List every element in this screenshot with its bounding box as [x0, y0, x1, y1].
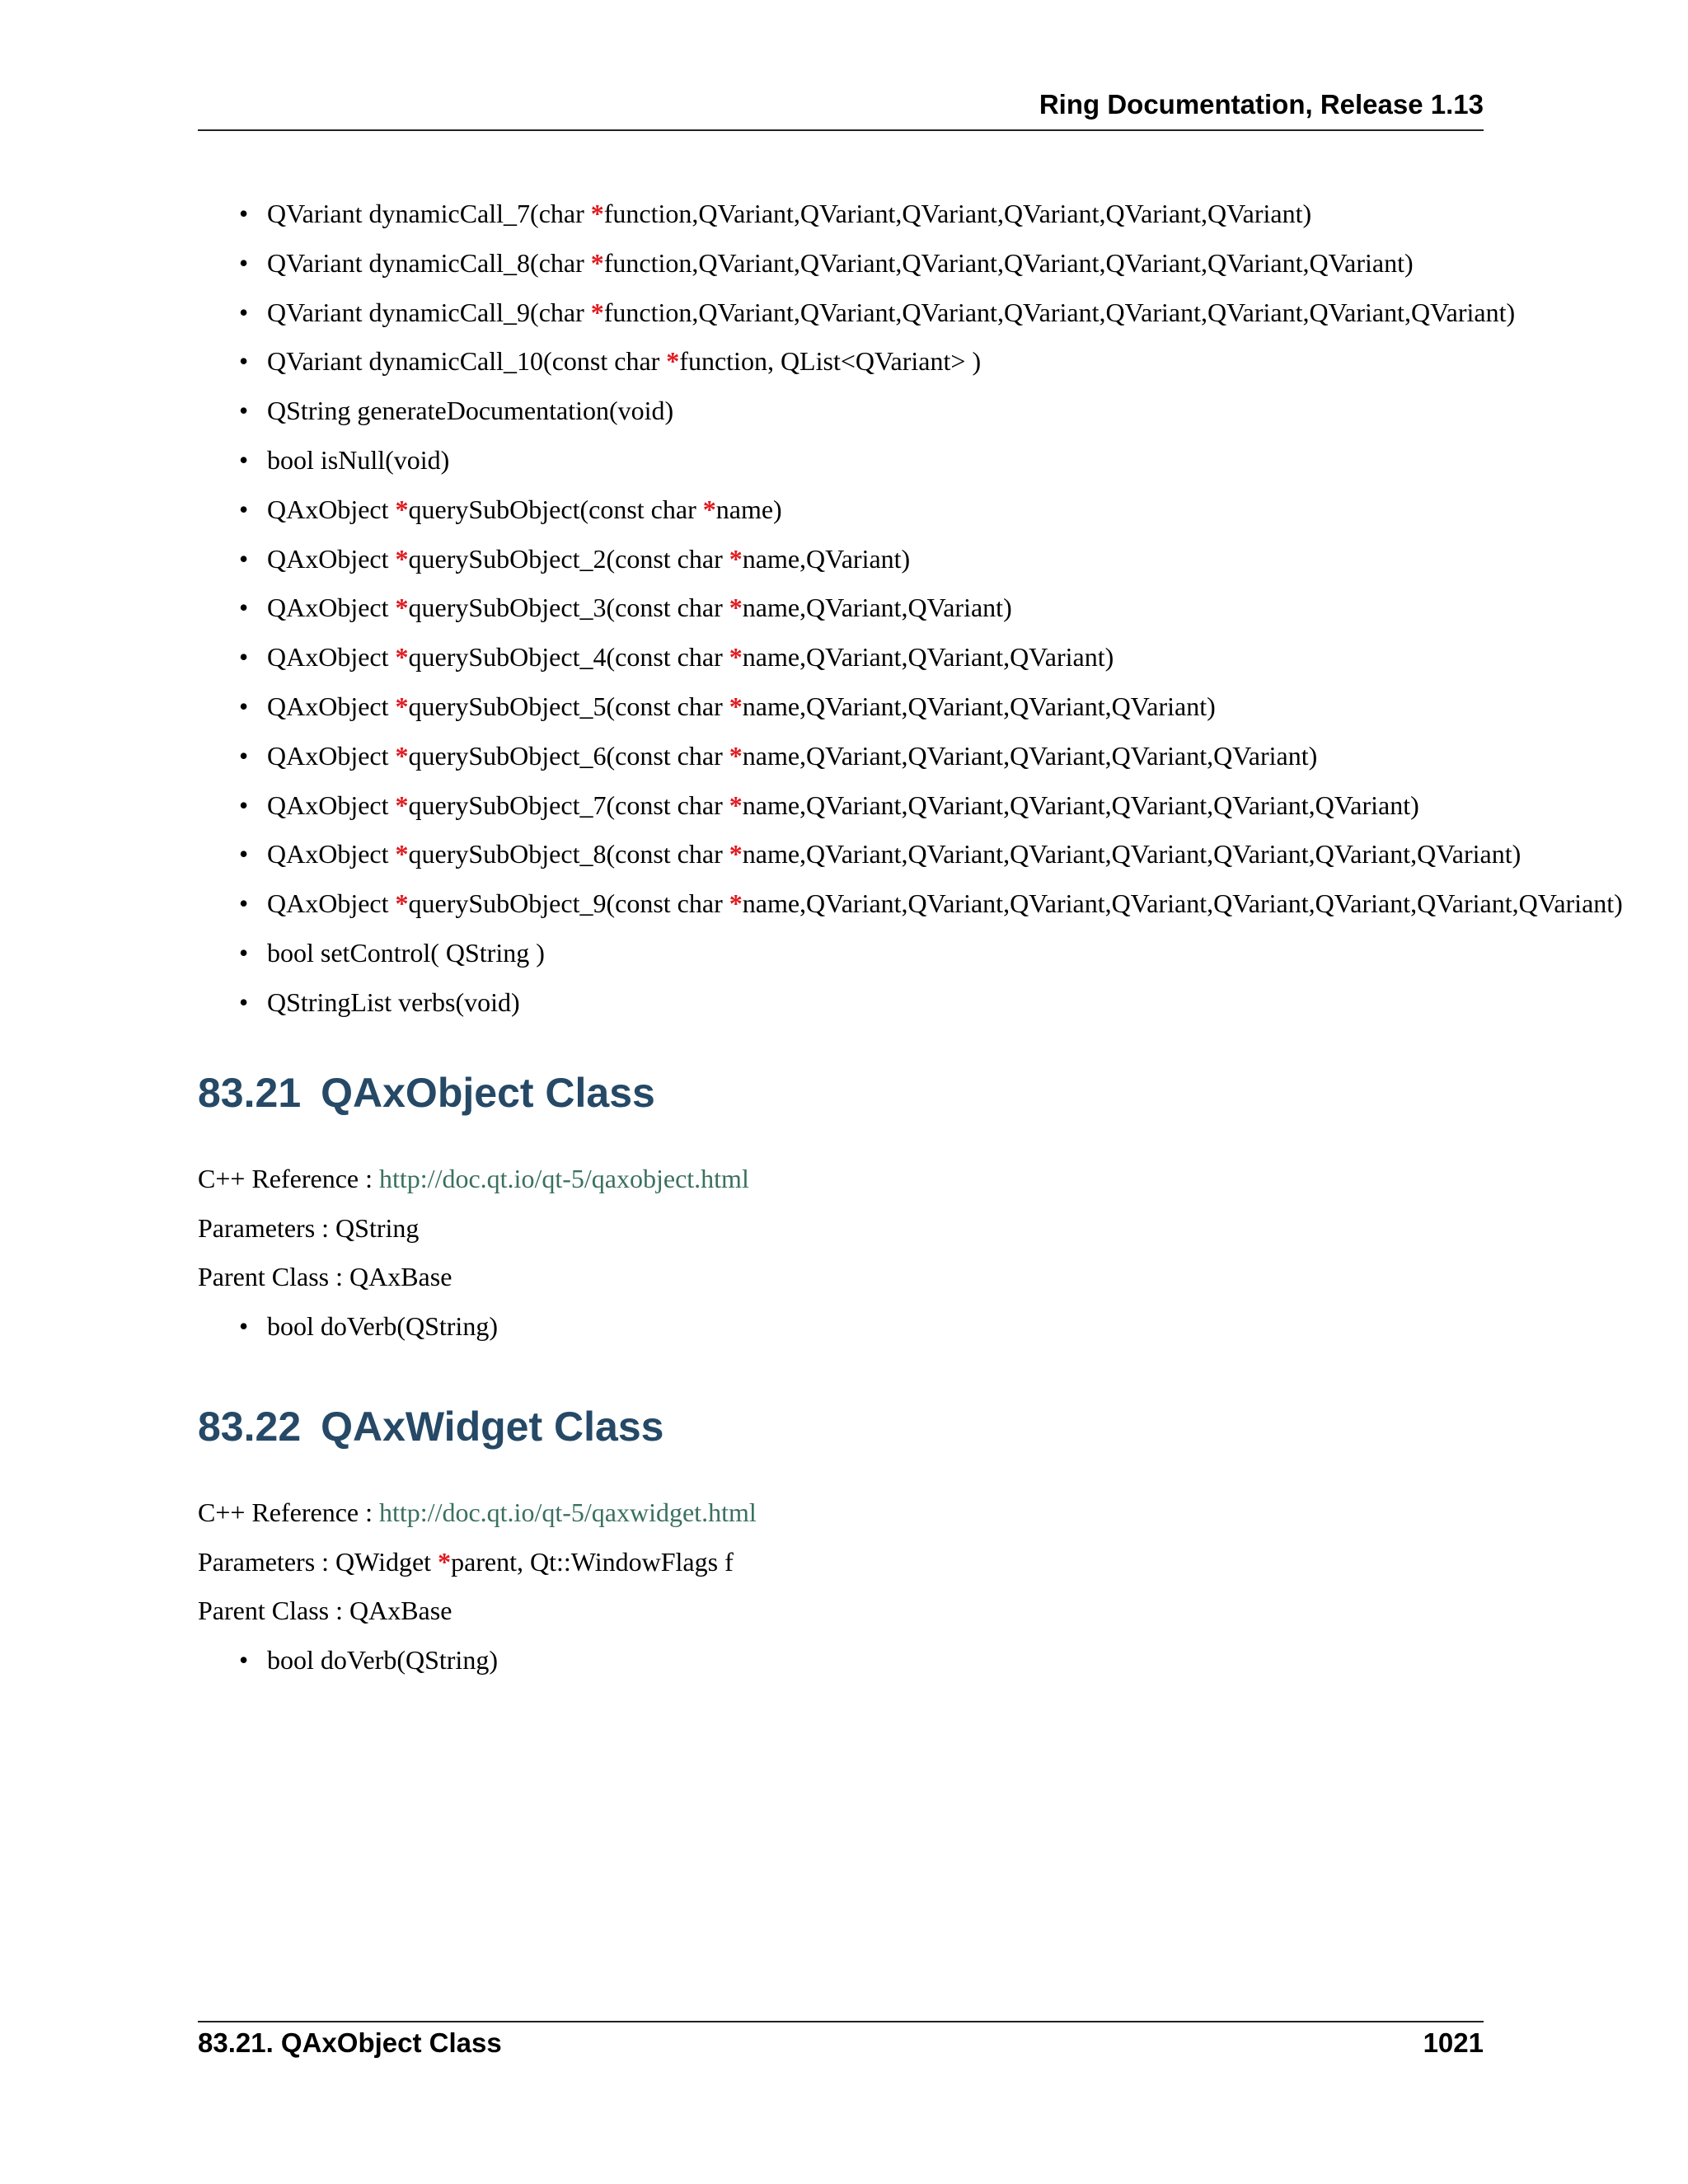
reference-link[interactable]: http://doc.qt.io/qt-5/qaxwidget.html [379, 1497, 757, 1527]
page-number: 1021 [1423, 2027, 1484, 2058]
list-item: • QAxObject *querySubObject_7(const char *name,QVariant,QVariant,QVariant,QVariant,QVariant,QVariant) [239, 786, 1673, 836]
bullet-icon: • [239, 543, 249, 574]
bullet-icon: • [239, 642, 249, 673]
section-number: 83.22 [198, 1404, 302, 1450]
header-divider [198, 129, 1484, 131]
list-item: • QAxObject *querySubObject_8(const char *name,QVariant,QVariant,QVariant,QVariant,QVariant,QVariant,QVariant) [239, 835, 1673, 884]
footer-divider [198, 2021, 1484, 2022]
bullet-icon: • [239, 839, 249, 869]
bullet-icon: • [239, 790, 249, 820]
list-item: • QAxObject *querySubObject_2(const char *name,QVariant) [239, 540, 1673, 589]
bullet-icon: • [239, 494, 249, 524]
list-item: • bool setControl( QString ) [239, 934, 1673, 983]
bullet-icon: • [239, 1311, 249, 1341]
parent-class-line: Parent Class : QAxBase [198, 1262, 452, 1291]
list-item: • QVariant dynamicCall_7(char *function,QVariant,QVariant,QVariant,QVariant,QVariant,QVariant) [239, 194, 1673, 244]
parent-class-line: Parent Class : QAxBase [198, 1596, 452, 1625]
bullet-icon: • [239, 297, 249, 327]
section-heading-qaxwidget [198, 1403, 663, 1451]
section-heading-qaxobject [198, 1069, 655, 1117]
running-header: Ring Documentation, Release 1.13 [1039, 89, 1484, 120]
list-item: • QAxObject *querySubObject_4(const char *name,QVariant,QVariant,QVariant) [239, 638, 1673, 687]
list-item: • QVariant dynamicCall_8(char *function,QVariant,QVariant,QVariant,QVariant,QVariant,QVariant,QVariant) [239, 244, 1673, 293]
method-list [239, 194, 1673, 1033]
parameters-line: Parameters : QString [198, 1213, 420, 1243]
parameters-line: Parameters : QWidget *parent, Qt::WindowFlags f [198, 1547, 734, 1577]
bullet-icon: • [239, 888, 249, 919]
cpp-reference-line: C++ Reference : http://doc.qt.io/qt-5/qaxwidget.html [198, 1497, 757, 1527]
qaxobject-method-list [239, 1307, 498, 1345]
bullet-icon: • [239, 1645, 249, 1675]
list-item: • QAxObject *querySubObject_5(const char *name,QVariant,QVariant,QVariant,QVariant) [239, 687, 1673, 737]
list-item: • QString generateDocumentation(void) [239, 391, 1673, 441]
qaxwidget-method-list [239, 1641, 498, 1679]
bullet-icon: • [239, 444, 249, 475]
footer-section-title: 83.21. QAxObject Class [198, 2027, 502, 2058]
bullet-icon: • [239, 740, 249, 771]
section-title: QAxObject Class [321, 1070, 655, 1116]
section-title: QAxWidget Class [321, 1404, 664, 1450]
list-item: • QAxObject *querySubObject_9(const char *name,QVariant,QVariant,QVariant,QVariant,QVariant,QVariant,QVariant,QVariant) [239, 884, 1673, 934]
bullet-icon: • [239, 247, 249, 278]
section-number: 83.21 [198, 1070, 302, 1116]
list-item: • bool doVerb(QString) [239, 1641, 498, 1679]
bullet-icon: • [239, 691, 249, 721]
list-item: • bool isNull(void) [239, 441, 1673, 490]
bullet-icon: • [239, 987, 249, 1017]
cpp-reference-line: C++ Reference : http://doc.qt.io/qt-5/qaxobject.html [198, 1164, 749, 1193]
list-item: • bool doVerb(QString) [239, 1307, 498, 1345]
bullet-icon: • [239, 396, 249, 426]
bullet-icon: • [239, 593, 249, 623]
reference-link[interactable]: http://doc.qt.io/qt-5/qaxobject.html [379, 1164, 749, 1193]
list-item: • QStringList verbs(void) [239, 983, 1673, 1033]
bullet-icon: • [239, 937, 249, 968]
list-item: • QVariant dynamicCall_9(char *function,QVariant,QVariant,QVariant,QVariant,QVariant,QVariant,QVariant,QVariant) [239, 293, 1673, 343]
list-item: • QAxObject *querySubObject_3(const char *name,QVariant,QVariant) [239, 588, 1673, 638]
bullet-icon: • [239, 346, 249, 377]
list-item: • QVariant dynamicCall_10(const char *function, QList<QVariant> ) [239, 342, 1673, 391]
list-item: • QAxObject *querySubObject(const char *name) [239, 490, 1673, 540]
list-item: • QAxObject *querySubObject_6(const char *name,QVariant,QVariant,QVariant,QVariant,QVariant) [239, 737, 1673, 786]
bullet-icon: • [239, 199, 249, 228]
